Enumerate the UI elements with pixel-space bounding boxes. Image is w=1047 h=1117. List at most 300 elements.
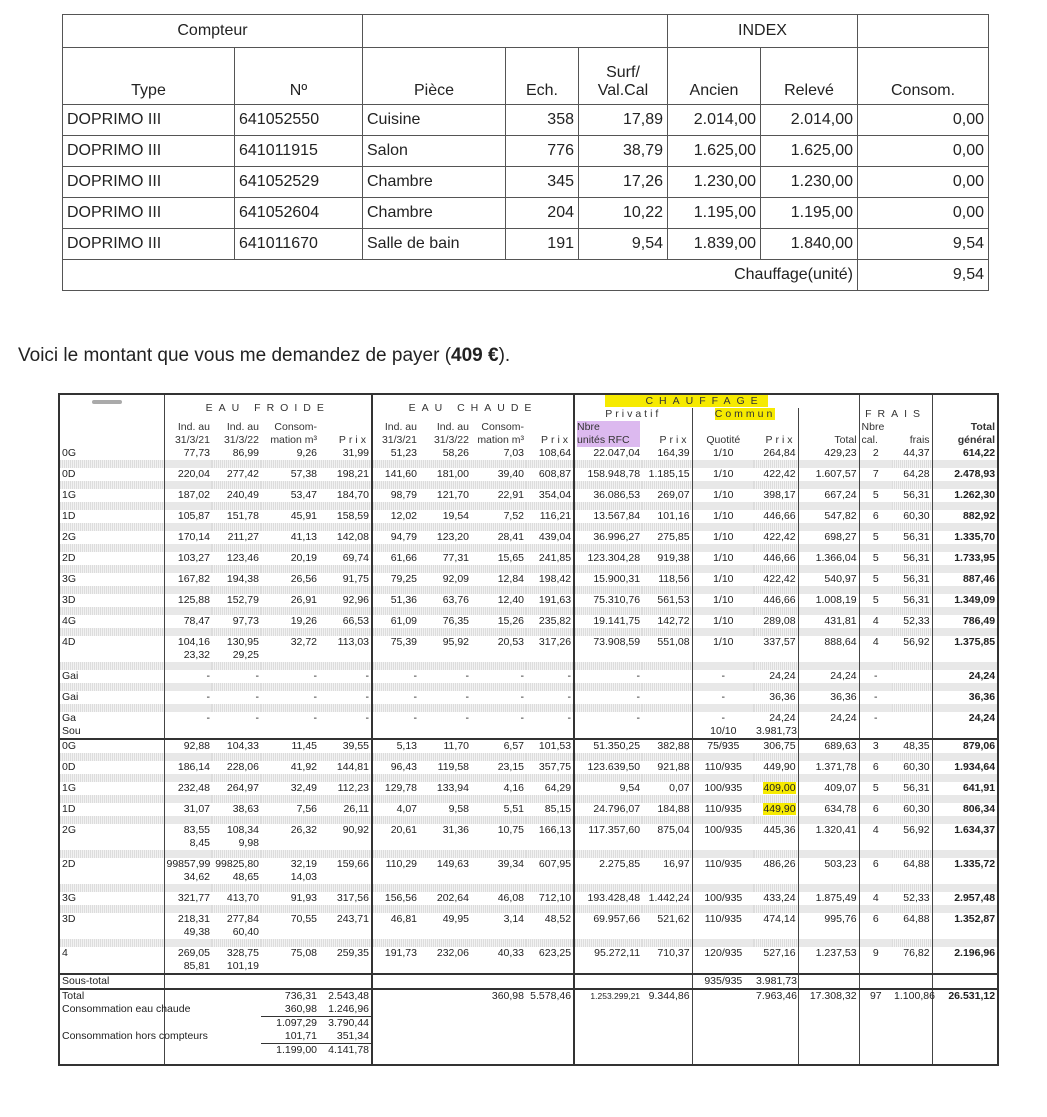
stripe-cell xyxy=(212,662,261,670)
table-cell: 3.790,44 xyxy=(319,1017,372,1031)
table-cell: DOPRIMO III xyxy=(63,167,235,198)
table-cell: 328,75 101,19 xyxy=(226,947,259,972)
stripe-cell xyxy=(319,905,372,913)
table-cell xyxy=(892,670,932,683)
stripe-cell xyxy=(261,586,319,594)
table-cell: 1.366,04 xyxy=(798,552,859,565)
row-separator xyxy=(59,523,998,531)
row-label: Gai xyxy=(59,670,164,683)
table-cell: 99857,99 34,62 xyxy=(166,858,211,883)
row-separator xyxy=(59,586,998,594)
table-cell: 73.908,59 xyxy=(593,636,641,648)
table-cell: - xyxy=(319,670,372,683)
table-cell: 3,14 xyxy=(503,913,524,925)
stripe-cell xyxy=(471,939,526,947)
table-cell: 118,56 xyxy=(642,573,692,586)
stripe-cell xyxy=(932,704,998,712)
table-cell xyxy=(164,1044,212,1066)
stripe-cell xyxy=(164,816,212,824)
table-cell: 2.957,48 xyxy=(954,892,996,904)
stripe-cell xyxy=(642,850,692,858)
table-cell: 10/10 xyxy=(710,725,737,737)
table-cell: 9,54 xyxy=(619,782,641,794)
stripe-cell xyxy=(754,544,798,552)
table-cell: 1.230,00 xyxy=(761,167,858,198)
stripe-cell xyxy=(319,662,372,670)
stripe-cell xyxy=(892,565,932,573)
table-row xyxy=(59,573,998,586)
table-cell xyxy=(419,725,471,739)
stripe-cell xyxy=(212,905,261,913)
row-label: 4G xyxy=(59,615,164,628)
table-cell: 641011915 xyxy=(235,136,363,167)
stripe-cell xyxy=(859,586,892,594)
row-separator xyxy=(59,502,998,510)
stripe-cell xyxy=(642,662,692,670)
table-cell: 0,00 xyxy=(858,167,989,198)
table-cell: 10,22 xyxy=(579,198,668,229)
stripe-cell xyxy=(212,565,261,573)
table-cell: 52,33 xyxy=(892,892,932,905)
stripe-cell xyxy=(471,884,526,892)
table-cell: 191,73 xyxy=(384,947,417,959)
table-cell xyxy=(574,974,642,989)
table-cell xyxy=(798,1003,859,1017)
stripe-cell xyxy=(642,628,692,636)
stripe-cell xyxy=(319,544,372,552)
meter-index-table xyxy=(62,14,989,291)
stripe-cell xyxy=(892,850,932,858)
stripe-cell xyxy=(261,683,319,691)
table-cell: 101,53 xyxy=(526,739,574,753)
stripe-cell xyxy=(526,884,574,892)
table-row xyxy=(59,739,998,753)
stripe-cell xyxy=(892,905,932,913)
table-cell: 259,35 xyxy=(319,947,372,974)
table-cell: 433,24 xyxy=(754,892,798,905)
table-cell: 6,57 xyxy=(471,739,526,753)
table-cell xyxy=(932,1017,998,1031)
table-cell: - xyxy=(636,670,641,682)
table-cell xyxy=(859,1030,892,1044)
stripe-cell xyxy=(319,565,372,573)
stripe-cell xyxy=(526,905,574,913)
table-cell: 26,91 xyxy=(290,594,317,606)
stripe-cell xyxy=(261,939,319,947)
stripe-cell xyxy=(212,939,261,947)
summary-row xyxy=(59,989,998,1003)
table-cell: 70,55 xyxy=(290,913,317,925)
stripe-cell xyxy=(798,816,859,824)
stripe-cell xyxy=(574,544,642,552)
column-header: Pièce xyxy=(363,48,506,105)
stripe-cell xyxy=(798,795,859,803)
stripe-cell xyxy=(59,683,164,691)
stripe-cell xyxy=(932,753,998,761)
table-cell: 921,88 xyxy=(642,761,692,774)
stripe-cell xyxy=(574,939,642,947)
table-cell: 1/10 xyxy=(713,636,734,648)
table-cell xyxy=(754,1003,798,1017)
stripe-cell xyxy=(212,460,261,468)
table-cell: 358 xyxy=(506,105,579,136)
group-header-index: INDEX xyxy=(668,15,858,48)
table-cell: 446,66 xyxy=(754,510,798,523)
stripe-cell xyxy=(754,905,798,913)
column-header: Nº xyxy=(235,48,363,105)
table-cell: 3.981,73 xyxy=(756,975,797,987)
highlighted-value: 449,90 xyxy=(763,803,796,815)
table-cell: 104,16 23,32 xyxy=(177,636,210,661)
table-cell: 156,56 xyxy=(384,892,417,904)
table-cell xyxy=(859,1044,892,1066)
table-cell: 22,91 xyxy=(497,489,524,501)
table-cell: 2.196,96 xyxy=(954,947,996,959)
stripe-cell xyxy=(372,481,419,489)
table-cell xyxy=(261,725,319,739)
row-label: 1G xyxy=(59,489,164,502)
row-label: 3G xyxy=(59,573,164,586)
row-label: 3D xyxy=(59,594,164,607)
table-row xyxy=(59,636,998,662)
stripe-cell xyxy=(932,481,998,489)
table-cell: 75/935 xyxy=(692,739,754,753)
table-cell: 184,88 xyxy=(642,803,692,816)
table-cell: 28,41 xyxy=(497,531,524,543)
table-row xyxy=(59,803,998,816)
stripe-cell xyxy=(642,544,692,552)
table-cell: 123,46 xyxy=(226,552,259,564)
table-cell: 5 xyxy=(872,782,879,794)
stripe-cell xyxy=(372,850,419,858)
column-header: Quotité xyxy=(706,434,741,446)
row-label: 3G xyxy=(59,892,164,905)
stripe-cell xyxy=(164,683,212,691)
table-cell xyxy=(642,712,692,725)
table-row xyxy=(59,615,998,628)
table-cell: 1.625,00 xyxy=(668,136,761,167)
stripe-cell xyxy=(892,586,932,594)
stripe-cell xyxy=(692,523,754,531)
stripe-cell xyxy=(859,607,892,615)
row-separator xyxy=(59,683,998,691)
row-label: 1D xyxy=(59,803,164,816)
column-header: Ind. au 31/3/21 xyxy=(174,421,210,446)
stripe-cell xyxy=(754,850,798,858)
stripe-cell xyxy=(932,544,998,552)
stripe-cell xyxy=(574,850,642,858)
table-cell xyxy=(798,974,859,989)
table-cell: 24,24 xyxy=(798,670,859,683)
stripe-cell xyxy=(932,502,998,510)
stripe-cell xyxy=(892,607,932,615)
table-cell xyxy=(859,1003,892,1017)
table-cell xyxy=(692,1030,754,1044)
table-cell: 1/10 xyxy=(713,573,734,585)
stripe-cell xyxy=(642,753,692,761)
table-cell xyxy=(212,1030,261,1044)
stripe-cell xyxy=(59,628,164,636)
column-header: Prix xyxy=(754,421,798,447)
stripe-cell xyxy=(471,662,526,670)
table-cell: 36.996,27 xyxy=(593,531,641,543)
stripe-cell xyxy=(692,905,754,913)
stripe-cell xyxy=(261,662,319,670)
column-header: Total xyxy=(798,421,859,447)
stripe-cell xyxy=(932,683,998,691)
table-cell: 1.253.299,21 xyxy=(574,989,642,1003)
table-cell: 158.948,78 xyxy=(587,468,641,480)
stripe-cell xyxy=(859,753,892,761)
table-cell: 95,92 xyxy=(442,636,469,648)
table-cell: 40,33 xyxy=(497,947,524,959)
stripe-cell xyxy=(574,628,642,636)
table-cell: 61,09 xyxy=(390,615,417,627)
stripe-cell xyxy=(59,662,164,670)
table-cell: 5 xyxy=(872,552,879,564)
stripe-cell xyxy=(471,544,526,552)
stripe-cell xyxy=(754,607,798,615)
stripe-cell xyxy=(892,939,932,947)
stripe-cell xyxy=(261,523,319,531)
table-cell: 5 xyxy=(872,573,879,585)
header-frais: FRAIS xyxy=(859,394,932,421)
row-label: Gai xyxy=(59,691,164,704)
stripe-cell xyxy=(261,884,319,892)
stripe-cell xyxy=(471,628,526,636)
table-cell: 96,43 xyxy=(390,761,417,773)
stripe-cell xyxy=(798,905,859,913)
table-cell: 90,92 xyxy=(319,824,372,850)
table-cell: Salle de bain xyxy=(363,229,506,260)
stripe-cell xyxy=(212,586,261,594)
stripe-cell xyxy=(526,586,574,594)
stripe-cell xyxy=(892,502,932,510)
table-cell: DOPRIMO III xyxy=(63,136,235,167)
table-cell xyxy=(932,1030,998,1044)
table-cell: 1.185,15 xyxy=(642,468,692,481)
table-cell: 5 xyxy=(872,531,879,543)
table-cell: 101,16 xyxy=(642,510,692,523)
stripe-cell xyxy=(754,774,798,782)
table-cell xyxy=(892,1044,932,1066)
table-cell: 446,66 xyxy=(754,594,798,607)
stripe-cell xyxy=(261,565,319,573)
table-cell: 5 xyxy=(872,489,879,501)
table-cell xyxy=(164,1017,212,1031)
table-cell: 12,02 xyxy=(390,510,417,522)
table-cell xyxy=(319,974,372,989)
table-cell: 61,66 xyxy=(390,552,417,564)
table-cell xyxy=(798,1044,859,1066)
table-cell: 20,19 xyxy=(290,552,317,564)
table-cell: - xyxy=(721,712,726,724)
table-cell: 1/10 xyxy=(713,489,734,501)
table-cell: 23,15 xyxy=(497,761,524,773)
table-cell: 439,04 xyxy=(526,531,574,544)
stripe-cell xyxy=(319,816,372,824)
table-row xyxy=(59,913,998,939)
table-cell: 125,88 xyxy=(177,594,210,606)
table-cell: 51.350,25 xyxy=(574,739,642,753)
table-cell: 26,32 xyxy=(290,824,317,836)
table-cell: 95.272,11 xyxy=(594,947,641,959)
row-label-header xyxy=(59,421,164,447)
table-cell: 6 xyxy=(872,803,879,815)
stripe-cell xyxy=(372,884,419,892)
stripe-cell xyxy=(574,683,642,691)
table-cell: 64,29 xyxy=(526,782,574,795)
table-cell: 144,81 xyxy=(319,761,372,774)
stripe-cell xyxy=(59,502,164,510)
stripe-cell xyxy=(798,662,859,670)
table-cell: 53,47 xyxy=(290,489,317,501)
table-cell: 49,95 xyxy=(442,913,469,925)
table-cell: Cuisine xyxy=(363,105,506,136)
stripe-cell xyxy=(574,586,642,594)
table-cell: 1.839,00 xyxy=(668,229,761,260)
table-cell: 5,13 xyxy=(372,739,419,753)
stripe-cell xyxy=(212,628,261,636)
table-cell xyxy=(642,1030,692,1044)
table-cell: 240,49 xyxy=(226,489,259,501)
stripe-cell xyxy=(526,795,574,803)
table-cell xyxy=(892,1003,932,1017)
table-cell: 24.796,07 xyxy=(593,803,641,815)
table-cell: 31,99 xyxy=(319,447,372,460)
table-cell: 116,21 xyxy=(526,510,574,523)
stripe-cell xyxy=(164,460,212,468)
table-cell: 76,35 xyxy=(442,615,469,627)
table-cell: 69.957,66 xyxy=(593,913,641,925)
table-cell xyxy=(642,725,692,739)
stripe-cell xyxy=(59,884,164,892)
table-cell xyxy=(692,989,754,1003)
table-cell: 36.086,53 xyxy=(593,489,641,501)
table-cell: - xyxy=(465,691,469,703)
table-cell: 641052529 xyxy=(235,167,363,198)
table-cell: 521,62 xyxy=(642,913,692,939)
stripe-cell xyxy=(319,753,372,761)
table-row xyxy=(59,761,998,774)
table-row xyxy=(63,198,989,229)
stripe-cell xyxy=(754,753,798,761)
table-row xyxy=(59,468,998,481)
table-cell: 1.875,49 xyxy=(798,892,859,905)
table-cell xyxy=(642,670,692,683)
stripe-cell xyxy=(59,795,164,803)
table-cell: - xyxy=(526,712,574,725)
table-cell: 26,56 xyxy=(290,573,317,585)
table-cell: 614,22 xyxy=(962,447,996,459)
stripe-cell xyxy=(372,565,419,573)
table-cell xyxy=(642,1003,692,1017)
stripe-cell xyxy=(692,753,754,761)
stripe-cell xyxy=(892,774,932,782)
table-cell: 20,61 xyxy=(390,824,417,836)
table-cell: 806,34 xyxy=(962,803,996,815)
stripe-cell xyxy=(859,774,892,782)
stripe-cell xyxy=(859,905,892,913)
row-label: Ga xyxy=(59,712,164,725)
stripe-cell xyxy=(859,939,892,947)
table-cell: 45,91 xyxy=(290,510,317,522)
table-cell: 1.097,29 xyxy=(276,1017,317,1029)
stripe-cell xyxy=(419,460,471,468)
table-cell: 56,31 xyxy=(892,782,932,795)
table-cell xyxy=(212,974,261,989)
stripe-cell xyxy=(859,628,892,636)
stripe-cell xyxy=(642,795,692,803)
table-cell xyxy=(212,1017,261,1031)
column-header: Nbre cal. xyxy=(861,421,885,446)
stripe-cell xyxy=(798,850,859,858)
table-cell: 64,88 xyxy=(892,858,932,884)
stripe-cell xyxy=(798,704,859,712)
table-cell xyxy=(471,1030,526,1044)
stripe-cell xyxy=(59,774,164,782)
table-cell xyxy=(419,974,471,989)
stripe-cell xyxy=(932,905,998,913)
stripe-cell xyxy=(372,816,419,824)
stripe-cell xyxy=(692,565,754,573)
table-cell: 104,33 xyxy=(212,739,261,753)
table-cell: 78,47 xyxy=(183,615,210,627)
row-label: Sous-total xyxy=(59,974,164,989)
table-cell: 100/935 xyxy=(704,782,743,794)
table-cell: 1.840,00 xyxy=(761,229,858,260)
stripe-cell xyxy=(261,502,319,510)
table-cell: 77,73 xyxy=(183,447,210,459)
table-cell: 2.014,00 xyxy=(668,105,761,136)
table-cell: 1.195,00 xyxy=(668,198,761,229)
stripe-cell xyxy=(419,662,471,670)
table-cell: 24,24 xyxy=(968,712,996,724)
stripe-cell xyxy=(692,704,754,712)
table-cell: 218,31 49,38 xyxy=(177,913,210,938)
table-cell: 58,26 xyxy=(442,447,469,459)
stripe-cell xyxy=(164,774,212,782)
stripe-cell xyxy=(892,544,932,552)
table-cell: 5,51 xyxy=(503,803,524,815)
table-cell: 103,27 xyxy=(177,552,210,564)
table-cell: 32,19 14,03 xyxy=(290,858,317,883)
table-cell: 561,53 xyxy=(642,594,692,607)
stripe-cell xyxy=(59,816,164,824)
stripe-cell xyxy=(261,544,319,552)
table-cell xyxy=(642,1017,692,1031)
stripe-cell xyxy=(642,607,692,615)
table-cell xyxy=(574,725,642,739)
table-cell: 7.963,46 xyxy=(756,990,797,1002)
stripe-cell xyxy=(372,586,419,594)
table-cell: 193.428,48 xyxy=(587,892,641,904)
table-cell xyxy=(526,1030,574,1044)
stripe-cell xyxy=(419,502,471,510)
column-header: Consom- mation m³ xyxy=(477,421,524,446)
table-cell: 149,63 xyxy=(436,858,469,870)
table-cell: 12,84 xyxy=(497,573,524,585)
table-cell: 736,31 xyxy=(261,989,319,1003)
row-label: Sou xyxy=(59,725,164,739)
table-cell: 269,05 85,81 xyxy=(177,947,210,972)
amount-due: 409 € xyxy=(451,345,499,366)
table-cell: 108,34 9,98 xyxy=(226,824,259,849)
stripe-cell xyxy=(261,460,319,468)
stripe-cell xyxy=(319,704,372,712)
table-cell: 110/935 xyxy=(704,803,742,815)
table-cell xyxy=(526,725,574,739)
